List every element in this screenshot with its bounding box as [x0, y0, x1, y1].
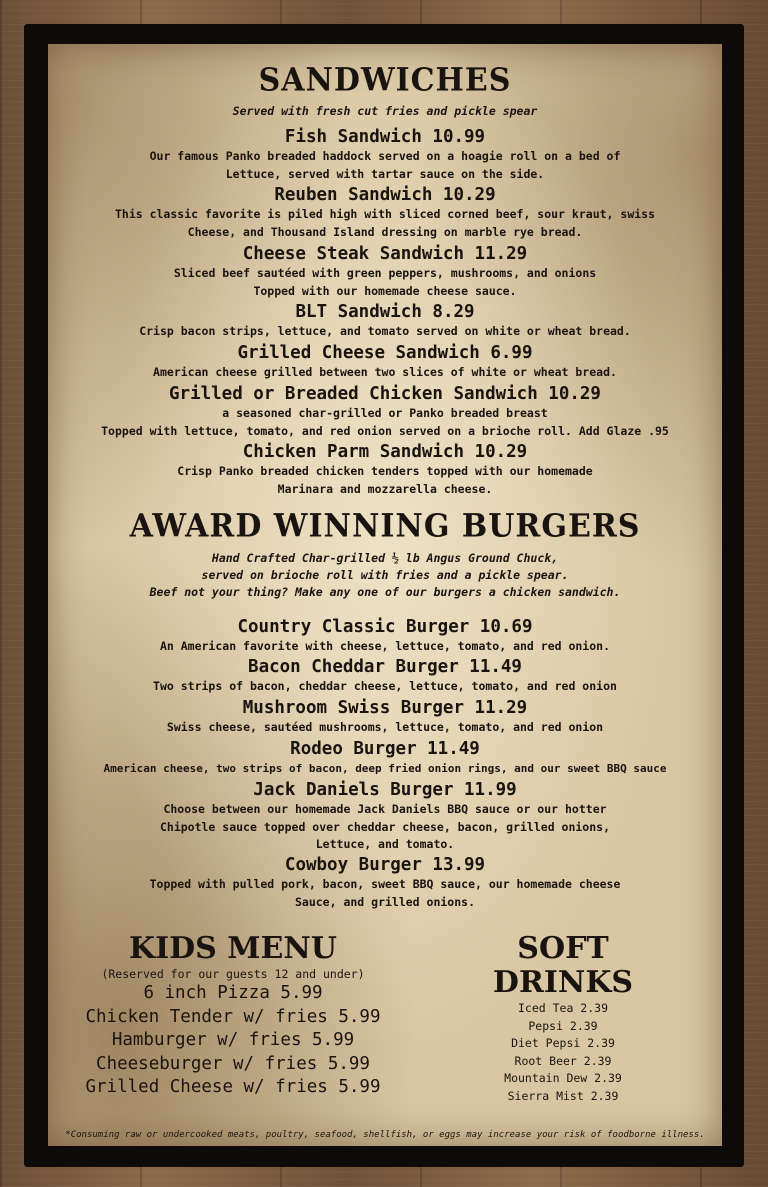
item-name: Reuben Sandwich 10.29: [274, 185, 496, 205]
item-desc: Lettuce, and tomato.: [315, 837, 455, 851]
sandwich-item: [48, 383, 722, 440]
item-name: Cowboy Burger 13.99: [284, 855, 486, 875]
sandwiches-title: SANDWICHES: [258, 62, 512, 99]
item-desc: Topped with lettuce, tomato, and red onion served on a brioche roll. Add Glaze .95: [101, 423, 669, 438]
sandwich-item: [48, 126, 722, 183]
burger-item: [48, 738, 722, 778]
drinks-title: SOFT DRINKS: [492, 931, 634, 1000]
burger-item: [48, 616, 722, 656]
item-desc: Lettuce, served with tartar sauce on the side.: [225, 166, 545, 181]
item-desc: Our famous Panko breaded haddock served on a hoagie roll on a bed of: [149, 149, 621, 163]
sandwich-item: [48, 301, 722, 341]
item-desc: American cheese grilled between two slices of white or wheat bread.: [153, 365, 617, 379]
item-desc: American cheese, two strips of bacon, deep fried onion rings, and our sweet BBQ sauce: [103, 762, 667, 775]
item-desc: Marinara and mozzarella cheese.: [277, 481, 493, 496]
burger-item: [48, 779, 722, 854]
sandwich-item: [48, 243, 722, 300]
sandwich-item: [48, 184, 722, 241]
burgers-section: [48, 510, 722, 601]
item-desc: Choose between our homemade Jack Daniels BBQ sauce or our hotter: [163, 802, 607, 816]
sandwiches-section: [48, 64, 722, 120]
drink-item: Pepsi 2.39: [528, 1018, 598, 1033]
item-desc: An American favorite with cheese, lettuce, tomato, and red onion.: [159, 639, 611, 653]
burgers-title: AWARD WINNING BURGERS: [129, 508, 641, 545]
item-name: Chicken Parm Sandwich 10.29: [242, 442, 528, 462]
item-desc: Chipotle sauce topped over cheddar cheese, bacon, grilled onions,: [159, 819, 611, 834]
burgers-subtitle: served on brioche roll with fries and a pickle spear.: [201, 568, 569, 582]
burger-item: [48, 854, 722, 911]
sandwich-item: [48, 441, 722, 498]
burger-item: [48, 656, 722, 696]
kids-item: Chicken Tender w/ fries 5.99: [85, 1006, 381, 1027]
burgers-subtitle: Beef not your thing? Make any one of our burgers a chicken sandwich.: [149, 585, 621, 599]
item-desc: Cheese, and Thousand Island dressing on marble rye bread.: [187, 224, 583, 239]
drinks-section: [448, 932, 678, 1106]
kids-item: Hamburger w/ fries 5.99: [111, 1030, 355, 1050]
item-name: Grilled Cheese Sandwich 6.99: [237, 343, 533, 363]
kids-item: 6 inch Pizza 5.99: [143, 983, 323, 1003]
item-desc: Sliced beef sautéed with green peppers, mushrooms, and onions: [173, 266, 597, 280]
item-name: Fish Sandwich 10.99: [284, 127, 486, 147]
item-name: Grilled or Breaded Chicken Sandwich 10.29: [169, 384, 601, 404]
item-desc: Crisp bacon strips, lettuce, and tomato served on white or wheat bread.: [139, 324, 631, 338]
item-desc: Swiss cheese, sautéed mushrooms, lettuce, tomato, and red onion: [166, 720, 604, 734]
drink-item: Sierra Mist 2.39: [507, 1088, 619, 1103]
disclaimer: *Consuming raw or undercooked meats, poultry, seafood, shellfish, or eggs may increase your risk of foodborne illness.: [65, 1130, 705, 1140]
item-desc: Topped with our homemade cheese sauce.: [253, 283, 517, 298]
item-name: Cheese Steak Sandwich 11.29: [242, 244, 528, 264]
item-name: Mushroom Swiss Burger 11.29: [242, 698, 528, 718]
kids-section: [68, 932, 398, 1100]
item-desc: Crisp Panko breaded chicken tenders topped with our homemade: [177, 464, 593, 478]
item-name: Jack Daniels Burger 11.99: [253, 780, 517, 800]
drink-item: Root Beer 2.39: [514, 1053, 612, 1068]
kids-item: Cheeseburger w/ fries 5.99: [96, 1053, 370, 1074]
kids-title: KIDS MENU: [129, 931, 337, 966]
item-desc: Two strips of bacon, cheddar cheese, lettuce, tomato, and red onion: [153, 679, 617, 693]
item-desc: Topped with pulled pork, bacon, sweet BBQ sauce, our homemade cheese: [149, 877, 621, 891]
drink-item: Mountain Dew 2.39: [504, 1071, 622, 1086]
kids-item: Grilled Cheese w/ fries 5.99: [85, 1077, 381, 1097]
item-desc: a seasoned char-grilled or Panko breaded breast: [222, 406, 548, 420]
drink-item: Diet Pepsi 2.39: [511, 1036, 615, 1051]
menu-paper: [48, 44, 722, 1146]
item-desc: This classic favorite is piled high with sliced corned beef, sour kraut, swiss: [114, 207, 656, 221]
item-name: Country Classic Burger 10.69: [237, 617, 533, 637]
burgers-subtitle: Hand Crafted Char-grilled ½ lb Angus Ground Chuck,: [211, 551, 559, 565]
kids-subtitle: (Reserved for our guests 12 and under): [101, 967, 365, 981]
item-desc: Sauce, and grilled onions.: [294, 894, 475, 909]
item-name: Rodeo Burger 11.49: [290, 739, 480, 759]
sandwiches-subtitle: Served with fresh cut fries and pickle spear: [232, 104, 538, 118]
drink-item: Iced Tea 2.39: [517, 1001, 608, 1015]
item-name: Bacon Cheddar Burger 11.49: [248, 657, 522, 677]
item-name: BLT Sandwich 8.29: [295, 302, 475, 322]
sandwich-item: [48, 342, 722, 382]
burger-item: [48, 697, 722, 737]
